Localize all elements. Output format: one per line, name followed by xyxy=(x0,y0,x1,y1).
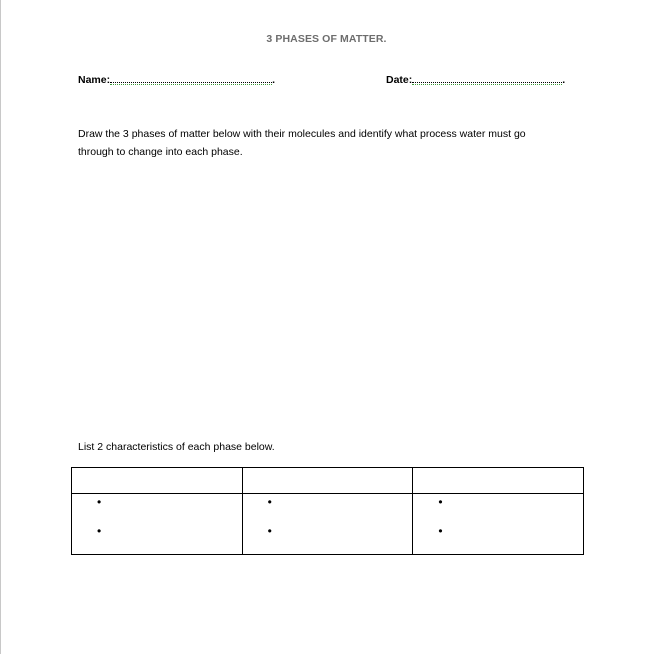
phases-table xyxy=(71,467,584,555)
date-spellcheck-underline xyxy=(412,82,562,85)
bullet-point: • xyxy=(97,495,102,509)
date-field xyxy=(386,71,565,86)
name-spellcheck-underline xyxy=(110,82,272,85)
date-terminator: . xyxy=(562,74,566,86)
name-field xyxy=(78,71,275,86)
table-header-row xyxy=(72,468,584,494)
table-header-cell[interactable] xyxy=(72,468,243,494)
table-cell[interactable] xyxy=(242,494,413,555)
list-prompt-text: List 2 characteristics of each phase below. xyxy=(78,441,275,453)
bullet-point: • xyxy=(438,495,443,509)
page-title: 3 PHASES OF MATTER. xyxy=(266,33,387,45)
bullet-point: • xyxy=(97,524,102,538)
bullet-point: • xyxy=(267,495,272,509)
instructions-text: Draw the 3 phases of matter below with their molecules and identify what process water must go through to change into each phase. xyxy=(78,128,526,158)
table-header-cell[interactable] xyxy=(413,468,584,494)
table-cell[interactable] xyxy=(413,494,584,555)
table-cell[interactable] xyxy=(72,494,243,555)
date-blank[interactable] xyxy=(412,71,562,83)
bullet-point: • xyxy=(267,524,272,538)
table-header-cell[interactable] xyxy=(242,468,413,494)
name-blank[interactable] xyxy=(110,71,272,83)
bullet-point: • xyxy=(438,524,443,538)
table-row xyxy=(72,494,584,555)
date-label: Date: xyxy=(386,74,413,86)
name-terminator: . xyxy=(272,74,276,86)
name-label: Name: xyxy=(78,74,111,86)
page-left-edge xyxy=(0,0,1,654)
